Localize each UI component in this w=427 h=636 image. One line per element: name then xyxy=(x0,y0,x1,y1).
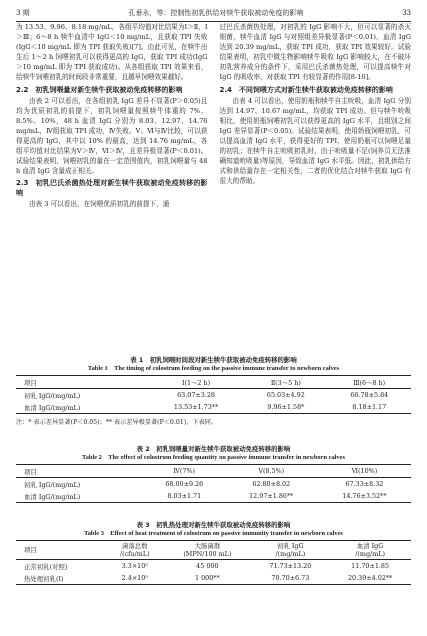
table-1-title-cn: 表 1 初乳饲喂时间段对新生犊牛获取被动免疫转移的影响 xyxy=(130,356,297,364)
table-cell: 12.97±1.86** xyxy=(249,492,294,500)
header-line: 血清 IgG xyxy=(356,542,384,550)
table-cell: 45 000 xyxy=(196,562,219,570)
running-title: 孔垂永，等：控制性初乳供给对犊牛获取被动免疫的影响 xyxy=(128,9,304,17)
table-row xyxy=(16,490,411,503)
page-number: 33 xyxy=(402,9,411,17)
table-header-cell: Ⅲ(6～8 h) xyxy=(353,378,386,387)
table-header-cell: Ⅰ(1～2 h) xyxy=(181,378,211,387)
heading-2-4: 2.4 不同饲喂方式对新生犊牛获取被动免疫转移的影响 xyxy=(219,85,393,94)
table-header-cell: Ⅳ(7%) xyxy=(173,467,196,475)
table-header-row xyxy=(16,541,411,560)
table-2-title-en: Table 2 The effect of colostrum feeding quantity on passive immune transfer in newborn calves xyxy=(82,453,345,461)
header-line: 菌落总数 xyxy=(121,542,148,550)
paragraph-2-2: 由表 2 可以看出，在各组初乳 IgG 差异不显著(P＞0.05)且均为优质初乳的前提下，初乳饲喂量按照犊牛体重的 7%、8.5%、10%，48 h 血清 IgG 分别为 8.03、12.97、14.76 mg/mL，Ⅳ组获取 TPI 成功，Ⅳ失败。Ⅴ、Ⅵ与Ⅳ比较，可以获得更高的 IgG，其中以 10% 的最高，达到 14.76 mg/mL，各组平均值对比结果为Ⅴ＞Ⅳ，Ⅵ＞Ⅳ，且差异极显著(P＜0.01)。试验结果表明，饲喂初乳的量在一定范围值内，初乳饲喂量与 48 h 血清 IgG 含量成正相关。 xyxy=(16,96,208,176)
table-cell: 68.00±9.26 xyxy=(165,480,204,488)
heading-2-3: 2.3 初乳巴氏杀菌热处理对新生犊牛获取被动免疫转移的影响 xyxy=(16,179,208,198)
table-cell: 13.53±1.73** xyxy=(173,403,219,411)
header-line: /(mg/mL) xyxy=(355,550,385,558)
table-cell: 2.4×10⁵ xyxy=(121,574,148,582)
table-cell: 11.70±1.85 xyxy=(351,562,390,570)
table-row xyxy=(16,572,411,585)
table-1-footnote: 注：* 表示差异显著(P＜0.05)；** 表示差异极显著(P＜0.01)，下表同。 xyxy=(16,419,218,426)
table-cell: 8.18±1.17 xyxy=(352,403,387,411)
header-line: /(mg/mL) xyxy=(275,550,306,558)
table-cell: 血清 IgG/(mg/mL) xyxy=(24,492,81,501)
table-row xyxy=(16,389,411,402)
table-row xyxy=(16,478,411,491)
table-cell: 正常初乳(对照) xyxy=(24,562,68,571)
table-cell: 初乳 IgG/(mg/mL) xyxy=(24,480,81,489)
table-cell: 14.76±3.52** xyxy=(342,492,387,500)
table-3-title-cn: 表 3 初乳热处理对新生犊牛获取被动免疫转移的影响 xyxy=(136,521,291,529)
table-2 xyxy=(16,464,411,503)
table-row xyxy=(16,401,411,414)
table-cell: 62.80±8.02 xyxy=(252,480,291,488)
table-header-cell: 项目 xyxy=(24,467,37,476)
table-cell: 1 000** xyxy=(195,574,220,582)
issue-number: 3 期 xyxy=(16,9,30,17)
paragraph-2-4: 由表 4 可以看出，使用奶瓶和犊牛自主吮吸，血清 IgG 分别达到 14.97、10.67 mg/mL，均获取 TPI 成功。但与犊牛吮吸相比，使用奶瓶饲喂初乳可以获得更高的 IgG 水平，且组别之间 IgG 差异显著(P＜0.05)。试验结果表明，使用奶瓶饲喂初乳，可以提高血清 IgG 水平，获得更好的 TPI，使用奶瓶可以饲喂足量的初乳；在犊牛自主吮吸初乳时，由于吮吸量不足(饲养员无法准确知道吮吸量)等原因，导致血清 IgG 水平低。因此，初乳供给方式和供给量存在一定相关性，二者的优化结合对犊牛获取 IgG 有很大的帮助。 xyxy=(219,96,411,186)
table-cell: 67.33±8.32 xyxy=(345,480,384,488)
table-header-cell: Ⅵ(10%) xyxy=(351,467,378,475)
header-line: 项目 xyxy=(24,546,37,554)
paragraph-2-3-continued: 过巴氏杀菌热处理，对初乳的 IgG 影响不大，但可以显著的杀灭细菌，犊牛血清 IgG 与对照组差异极显著(P＜0.01)，血清 IgG 达到 20.39 mg/mL，获取 TPI 成功，获取 TPI 效果较好。试验结果表明，初乳中微生物影响犊牛吸收 IgG 影响较大，在不破坏初乳营养成分的条件下，采用巴氏杀菌热处理，可以提高犊牛对 IgG 的吸收率，对获取 TPI 有较显著的作用[8-10]。 xyxy=(219,23,411,82)
body-columns xyxy=(16,22,411,353)
table-cell: 初乳 IgG/(mg/mL) xyxy=(24,391,81,400)
table-cell: 8.03±1.71 xyxy=(167,492,202,500)
table-cell: 65.03±4.92 xyxy=(266,391,305,399)
table-row xyxy=(16,560,411,573)
table-cell: 70.70±6.73 xyxy=(271,574,310,582)
table-3-title-en: Table 3 Effect of heat treatment of colostrum on passive immunity transfer in newborn calves xyxy=(84,529,343,537)
table-header-cell xyxy=(16,541,106,560)
table-cell: 66.78±5.84 xyxy=(350,391,389,399)
paragraph-2-1-continued: 为 13.53、9.96、8.18 mg/mL，各组平均值对比结果为Ⅰ＞Ⅱ，Ⅰ＞Ⅲ；6～8 h 犊牛血清中 IgG＜10 mg/mL，且获取 TPI 失败(IgG＜10 mg/mL 即为 TPI 获取失败)[7]。由此可见，在犊牛出生后 1～2 h 饲喂初乳可以获得更高的 IgG，获取 TPI 成功(IgG＞10 mg/mL 即为 TPI 获取成功)。从各组获取 TPI 效果来看，给犊牛饲喂初乳的时间段非常重要，且越早饲喂效果越好。 xyxy=(16,23,208,82)
running-header xyxy=(16,6,411,22)
table-header-cell: Ⅱ(3～5 h) xyxy=(270,378,301,387)
table-cell: 热处理初乳(Ⅰ) xyxy=(24,574,64,583)
table-1 xyxy=(16,375,411,414)
table-header-cell: Ⅴ(8.5%) xyxy=(258,467,285,475)
table-cell: 9.96±1.58* xyxy=(267,403,305,411)
table-header-cell xyxy=(251,541,329,560)
table-cell: 血清 IgG/(mg/mL) xyxy=(24,403,81,412)
table-3-block xyxy=(16,521,411,585)
header-line: (MPN/100 mL) xyxy=(183,550,232,558)
table-cell: 20.39±4.02** xyxy=(347,574,393,582)
header-line: 初乳 IgG xyxy=(277,542,304,550)
header-line: /(cfu/mL) xyxy=(119,550,150,558)
table-header-cell xyxy=(329,541,411,560)
table-header-cell xyxy=(163,541,251,560)
table-3 xyxy=(16,540,411,585)
heading-2-2: 2.2 初乳饲喂量对新生犊牛获取被动免疫转移的影响 xyxy=(16,85,183,94)
table-cell: 3.3×10⁵ xyxy=(121,562,148,570)
header-line: 大肠菌群 xyxy=(194,542,221,550)
table-header-cell xyxy=(106,541,163,560)
paragraph-2-3: 由表 3 可以看出，在饲喂优质初乳的前提下，通 xyxy=(29,200,170,209)
table-1-title-en: Table 1 The timing of colostrum feeding on the passive immune transfer to newborn calves xyxy=(87,364,340,372)
right-column xyxy=(220,22,412,353)
table-cell: 71.73±13.20 xyxy=(269,562,312,570)
table-header-row xyxy=(16,465,411,478)
table-cell: 63.07±3.28 xyxy=(177,391,215,399)
table-2-title-cn: 表 2 初乳饲喂量对新生犊牛获取被动免疫转移的影响 xyxy=(136,445,291,453)
left-column xyxy=(16,22,208,353)
table-1-block xyxy=(16,356,411,426)
table-header-cell: 项目 xyxy=(24,378,37,387)
table-2-block xyxy=(16,445,411,503)
table-header-row xyxy=(16,376,411,389)
